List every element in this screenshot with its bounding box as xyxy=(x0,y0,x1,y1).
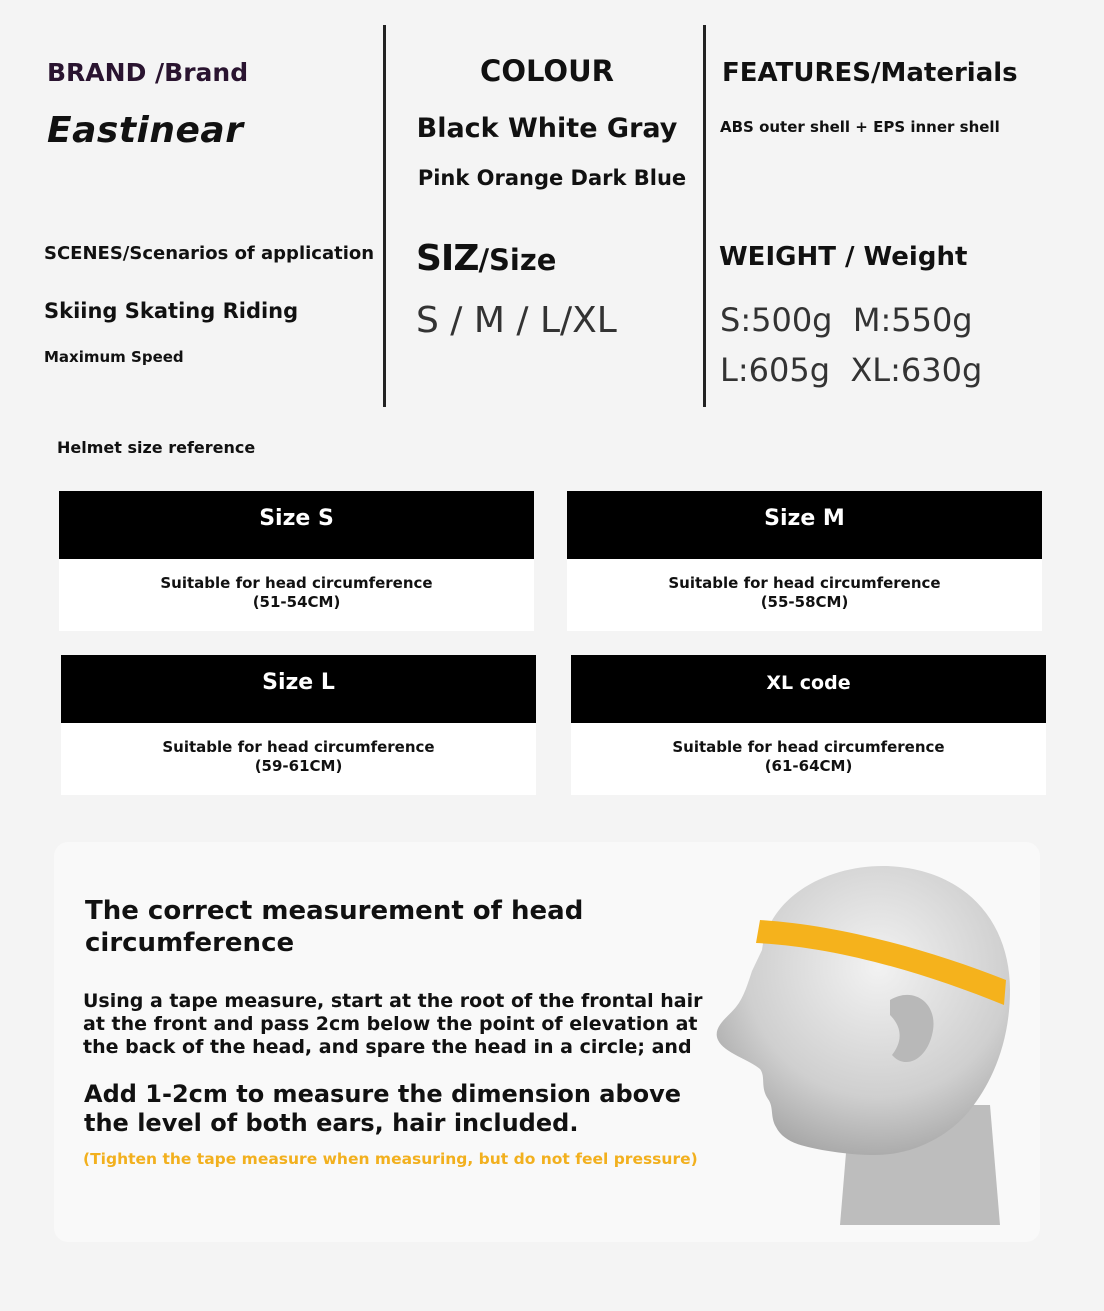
size-card-body xyxy=(567,559,1042,612)
size-values: S / M / L/XL xyxy=(416,300,617,341)
scenes-label: SCENES/Scenarios of application xyxy=(44,243,375,264)
size-card-s xyxy=(59,491,534,631)
measurement-title: The correct measurement of head circumference xyxy=(85,896,584,958)
size-card-l xyxy=(61,655,536,795)
size-label xyxy=(416,238,556,279)
size-card-range: (55-58CM) xyxy=(760,593,849,611)
size-label-rest: /Size xyxy=(478,243,557,277)
divider-left xyxy=(383,25,386,407)
scenes-value: Skiing Skating Riding xyxy=(44,299,299,323)
size-card-text: Suitable for head circumference xyxy=(668,574,941,592)
features-label: FEATURES/Materials xyxy=(722,58,1018,88)
weight-label: WEIGHT / Weight xyxy=(719,242,968,272)
size-card-title: XL code xyxy=(571,655,1046,723)
size-card-text: Suitable for head circumference xyxy=(672,738,945,756)
colour-values-1: Black White Gray xyxy=(416,113,678,144)
size-card-title: Size M xyxy=(567,491,1042,559)
scenes-sub: Maximum Speed xyxy=(44,348,184,366)
size-card-title: Size L xyxy=(61,655,536,723)
size-card-text: Suitable for head circumference xyxy=(162,738,435,756)
head-shape xyxy=(717,866,1010,1155)
size-reference-label: Helmet size reference xyxy=(57,438,256,457)
size-card-title: Size S xyxy=(59,491,534,559)
size-card-body xyxy=(571,723,1046,776)
size-card-text: Suitable for head circumference xyxy=(160,574,433,592)
features-value: ABS outer shell + EPS inner shell xyxy=(720,118,1000,136)
size-card-body xyxy=(61,723,536,776)
colour-values-2: Pink Orange Dark Blue xyxy=(417,166,687,190)
weight-line-2: L:605g XL:630g xyxy=(720,351,983,389)
head-illustration xyxy=(700,855,1030,1230)
size-card-xl xyxy=(571,655,1046,795)
weight-line-1: S:500g M:550g xyxy=(720,301,973,339)
size-card-range: (51-54CM) xyxy=(252,593,341,611)
brand-label: BRAND /Brand xyxy=(47,58,249,87)
size-card-body xyxy=(59,559,534,612)
size-card-m xyxy=(567,491,1042,631)
colour-label: COLOUR xyxy=(480,54,614,88)
size-card-range: (59-61CM) xyxy=(254,757,343,775)
brand-logo: Eastinear xyxy=(47,110,244,151)
measurement-instructions: Using a tape measure, start at the root of the frontal hair at the front and pass 2cm below the point of elevation at the back of the head, and spare the head in a circle; and xyxy=(83,990,703,1058)
size-label-big: SIZ xyxy=(416,238,479,279)
measurement-tip: (Tighten the tape measure when measuring, but do not feel pressure) xyxy=(83,1150,698,1168)
measurement-add-note: Add 1-2cm to measure the dimension above the level of both ears, hair included. xyxy=(84,1080,682,1137)
size-card-range: (61-64CM) xyxy=(764,757,853,775)
